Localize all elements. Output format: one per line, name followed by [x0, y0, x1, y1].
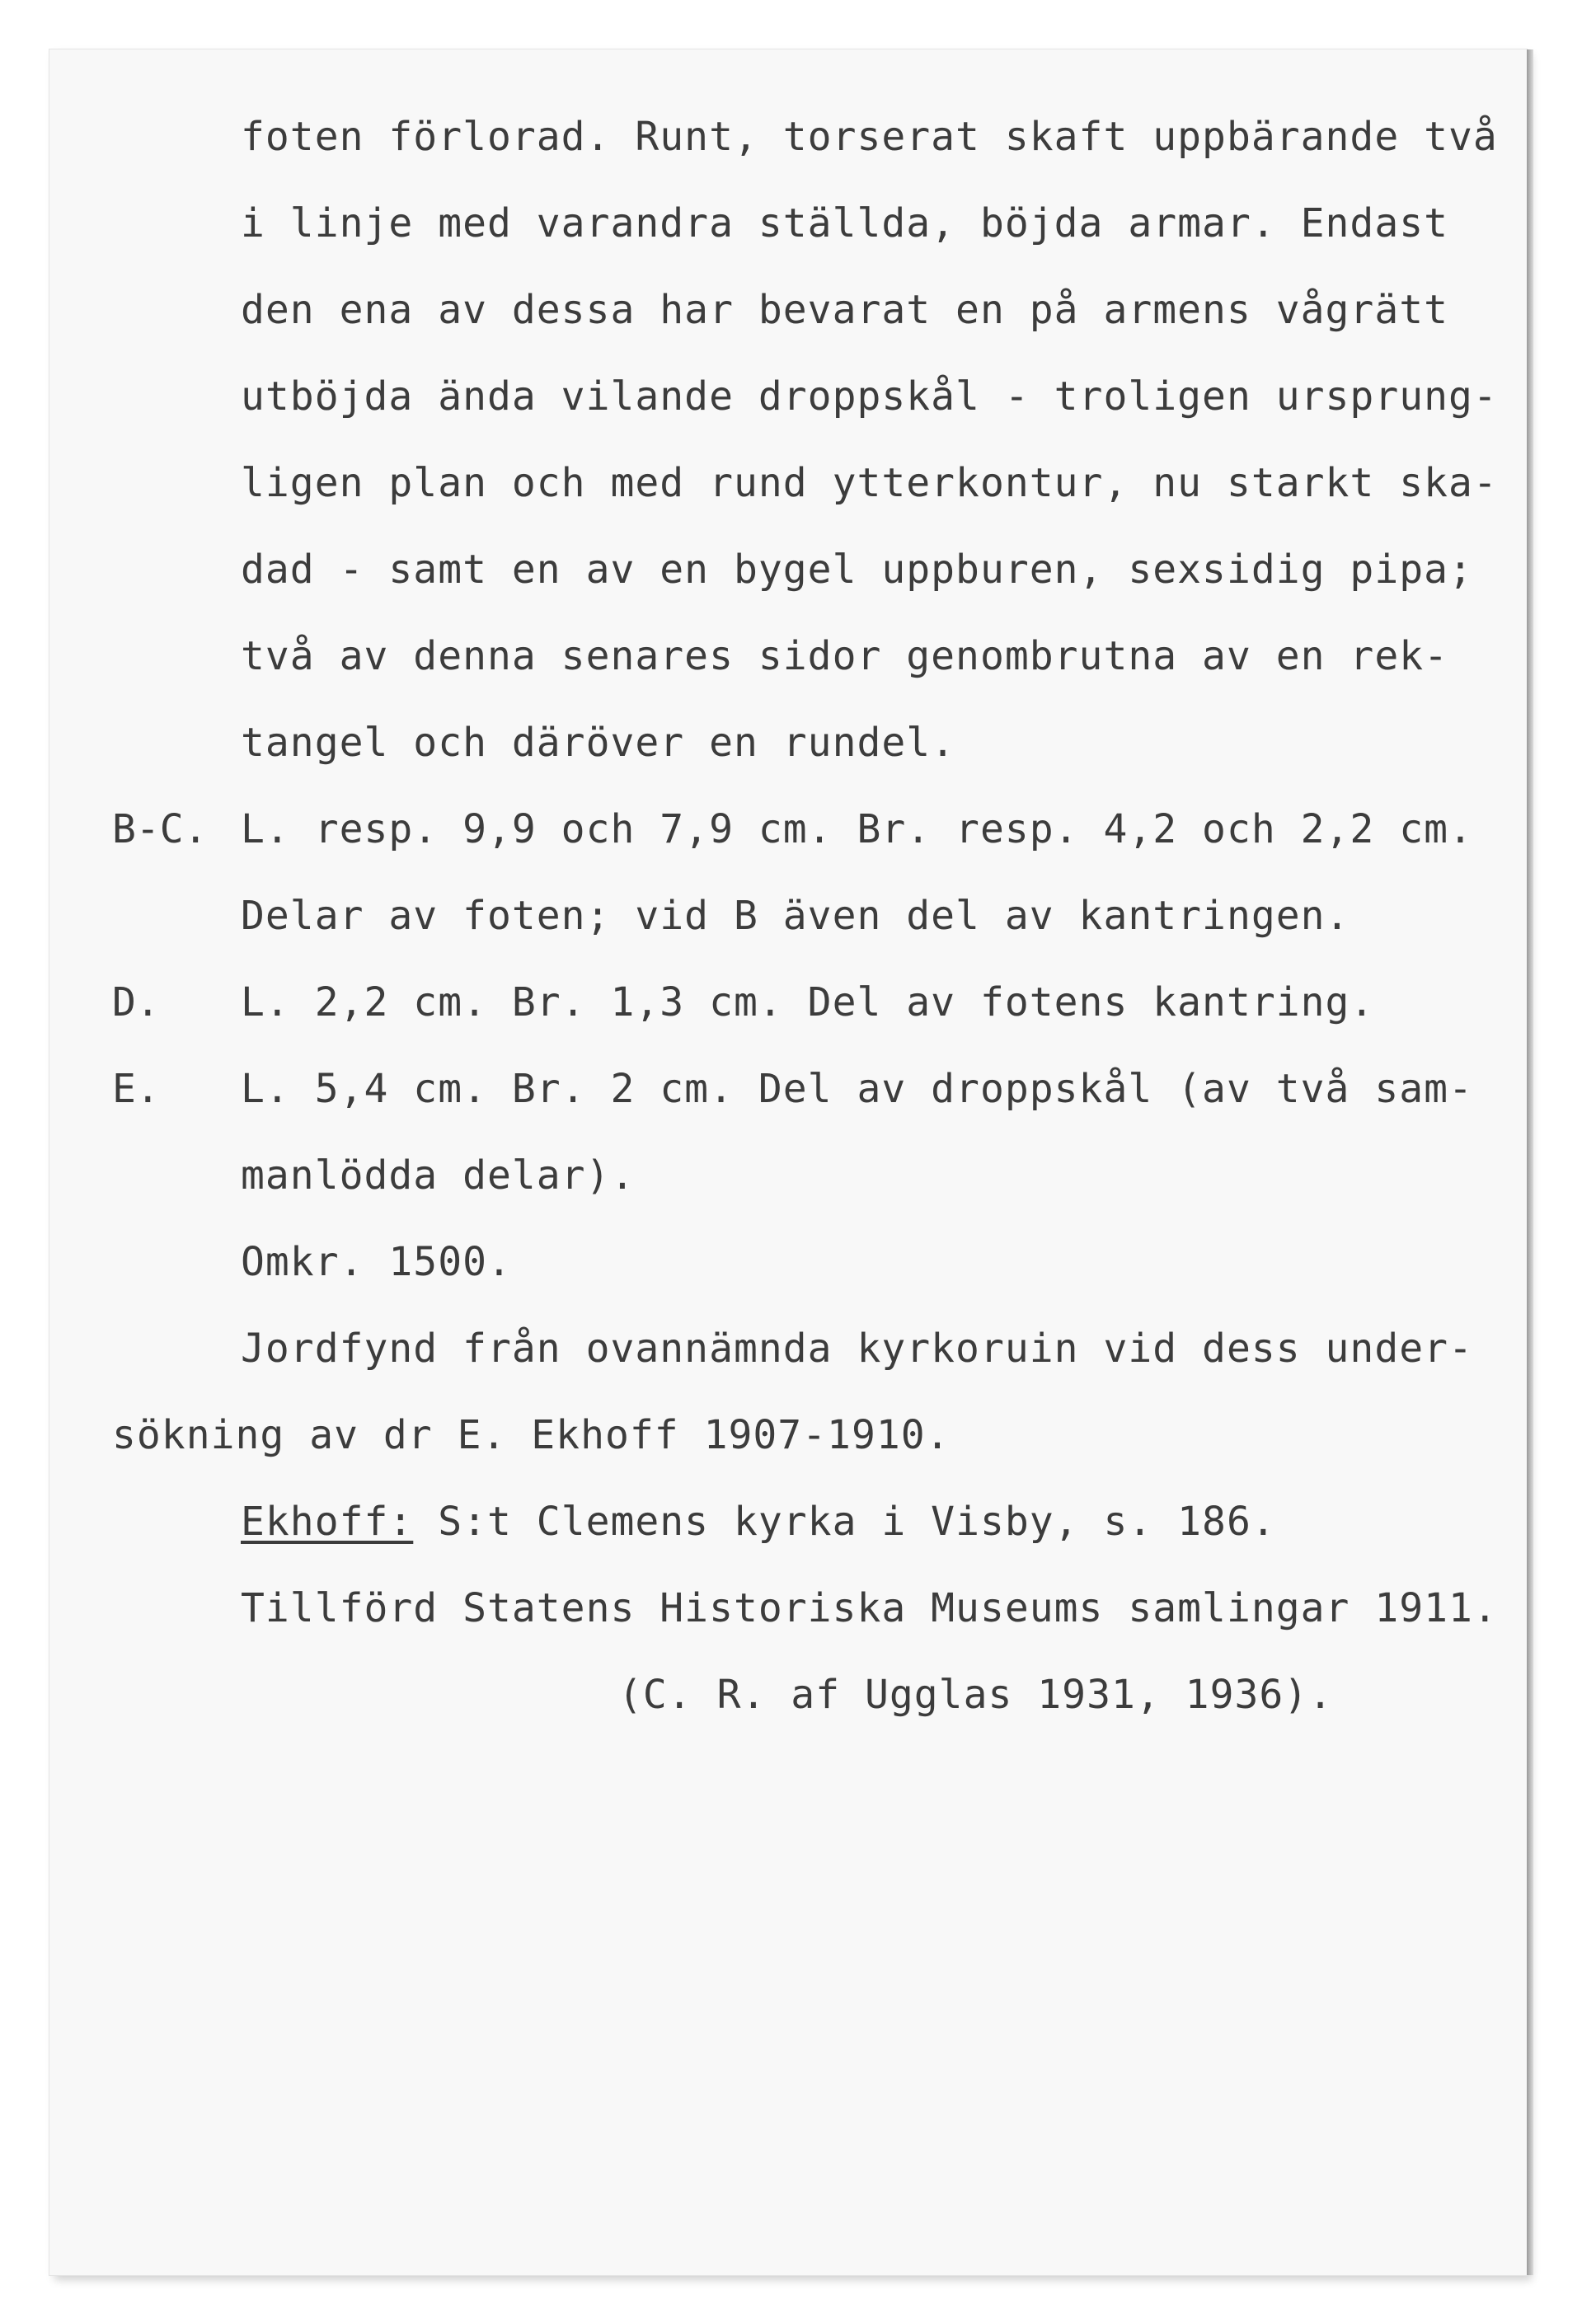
description-line-5: ligen plan och med rund ytterkontur, nu starkt ska- [241, 460, 1498, 506]
signature-line: (C. R. af Ugglas 1931, 1936). [618, 1672, 1334, 1718]
acquisition-line: Tillförd Statens Historiska Museums samlingar 1911. [241, 1585, 1498, 1631]
description-line-6: dad - samt en av en bygel uppburen, sexsidig pipa; [241, 547, 1473, 593]
entry-label-e: E. [112, 1066, 160, 1112]
provenance-line-1: Jordfynd från ovannämnda kyrkoruin vid dess under- [241, 1326, 1473, 1372]
entry-label-d: D. [112, 979, 160, 1025]
description-line-2: i linje med varandra ställda, böjda armar. Endast [241, 200, 1449, 246]
entry-text-d: L. 2,2 cm. Br. 1,3 cm. Del av fotens kantring. [241, 979, 1375, 1025]
entry-cont-bc: Delar av foten; vid B även del av kantringen. [241, 893, 1350, 939]
description-line-1: foten förlorad. Runt, torserat skaft uppbärande två [241, 114, 1498, 160]
reference-author: Ekhoff: [241, 1499, 414, 1545]
entry-label-bc: B-C. [112, 806, 208, 852]
dating-line: Omkr. 1500. [241, 1239, 512, 1285]
description-line-4: utböjda ända vilande droppskål - troligen ursprung- [241, 373, 1498, 420]
reference-line [241, 1497, 1276, 1546]
description-line-8: tangel och däröver en rundel. [241, 720, 956, 766]
entry-text-e: L. 5,4 cm. Br. 2 cm. Del av droppskål (av två sam- [241, 1066, 1473, 1112]
description-line-3: den ena av dessa har bevarat en på armens vågrätt [241, 287, 1449, 333]
catalog-card [49, 49, 1527, 2275]
reference-text: S:t Clemens kyrka i Visby, s. 186. [413, 1499, 1276, 1545]
entry-text-bc: L. resp. 9,9 och 7,9 cm. Br. resp. 4,2 och 2,2 cm. [241, 806, 1473, 852]
entry-cont-e: manlödda delar). [241, 1152, 636, 1199]
provenance-line-2: sökning av dr E. Ekhoff 1907-1910. [112, 1412, 951, 1458]
description-line-7: två av denna senares sidor genombrutna av en rek- [241, 633, 1449, 679]
